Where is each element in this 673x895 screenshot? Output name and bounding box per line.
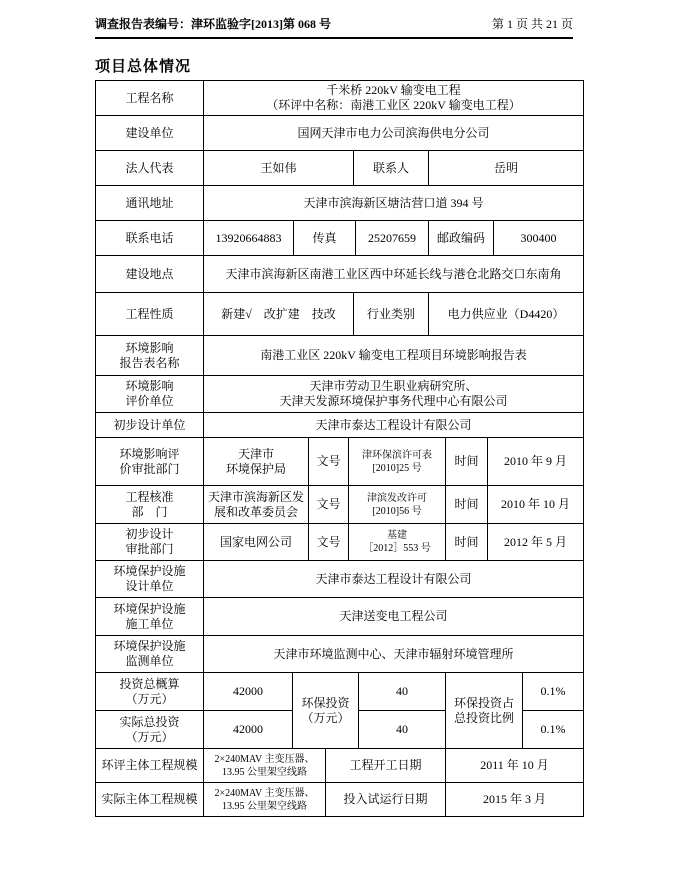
- ep-construct-unit-label-line1: 环境保护设施: [113, 601, 186, 616]
- table-row: [96, 376, 583, 413]
- section-title: 项目总体情况: [95, 59, 192, 75]
- actual-scale-value-line2: 13.95 公里架空线路: [222, 800, 307, 812]
- ep-invest-label-line2: （万元）: [301, 710, 350, 725]
- ep-monitor-unit-label-line1: 环境保护设施: [113, 639, 186, 653]
- address-label: 通讯地址: [96, 186, 204, 220]
- table-row: [96, 438, 583, 486]
- design-approval-label-line1: 初步设计: [125, 527, 174, 541]
- invest-actual-label-line2: （万元）: [125, 729, 174, 744]
- project-approval-time-value: 2010 年 10 月: [500, 497, 570, 511]
- ep-construct-unit-value: 天津送变电工程公司: [339, 609, 448, 623]
- industry-value: 电力供应业（D4420）: [447, 306, 565, 321]
- header-divider: [95, 37, 573, 39]
- table-row: [96, 486, 583, 524]
- ep-invest-budget-value: 40: [359, 673, 445, 711]
- invest-budget-value: 42000: [204, 673, 292, 711]
- project-approval-doc-line1: 津滨发改许可: [367, 492, 427, 504]
- ep-ratio-value-stack: [523, 673, 583, 748]
- invest-budget-label-line2: （万元）: [125, 691, 174, 706]
- trial-date-label: 投入试运行日期: [326, 783, 446, 816]
- project-approval-doc-value: [349, 486, 446, 523]
- design-approval-label-line2: 审批部门: [125, 542, 174, 556]
- eia-approval-doc-label: 文号: [309, 438, 349, 485]
- report-number: 调查报告表编号：津环监验字[2013]第 068 号: [95, 17, 331, 31]
- investment-rows: [96, 673, 583, 749]
- trial-date-value: 2015 年 3 月: [482, 792, 546, 806]
- table-row: [96, 186, 583, 221]
- design-approval-time-label: 时间: [446, 524, 488, 560]
- ep-design-unit-label: [96, 561, 204, 597]
- fax-label: 传真: [294, 221, 356, 255]
- prelim-design-unit-label: 初步设计单位: [96, 413, 204, 437]
- invest-actual-label: [96, 711, 203, 748]
- phone-label: 联系电话: [96, 221, 204, 255]
- construction-unit-label: 建设单位: [96, 116, 204, 150]
- ep-invest-label-line1: 环保投资: [301, 695, 350, 710]
- ep-construct-unit-label: [96, 598, 204, 635]
- project-approval-dept: [204, 486, 309, 523]
- invest-actual-label-line1: 实际总投资: [119, 714, 180, 729]
- table-row: [96, 221, 583, 256]
- project-overview-table: [95, 80, 584, 817]
- eia-unit-value-line1: 天津市劳动卫生职业病研究所、: [309, 379, 478, 393]
- design-approval-doc-line2: ［2012］553 号: [363, 543, 431, 554]
- project-approval-label: [96, 486, 204, 523]
- design-approval-dept: 国家电网公司: [204, 524, 309, 560]
- ep-design-unit-label-line2: 设计单位: [125, 579, 174, 593]
- eia-approval-time-label: 时间: [446, 438, 488, 485]
- eia-unit-label-line1: 环境影响: [125, 379, 174, 393]
- project-approval-time-label: 时间: [446, 486, 488, 523]
- table-row: [96, 151, 583, 186]
- project-name-value: [204, 81, 583, 115]
- ep-monitor-unit-value: 天津市环境监测中心、天津市辐射环境管理所: [273, 646, 514, 661]
- design-approval-doc-label: 文号: [309, 524, 349, 560]
- invest-budget-label-line1: 投资总概算: [119, 676, 180, 691]
- start-date-label: 工程开工日期: [326, 749, 446, 782]
- project-approval-label-line1: 工程核准: [125, 489, 174, 504]
- ep-ratio-label: [446, 673, 523, 748]
- address-value: 天津市滨海新区塘沽营口道 394 号: [303, 195, 484, 210]
- ep-design-unit-label-line1: 环境保护设施: [113, 564, 186, 578]
- ep-ratio-label-line1: 环保投资占: [453, 695, 514, 710]
- table-row: [96, 293, 583, 336]
- ep-monitor-unit-label: [96, 636, 204, 672]
- eia-approval-time-value: 2010 年 9 月: [503, 454, 567, 468]
- contact-label: 联系人: [354, 151, 429, 185]
- project-name-line2: （环评中名称：南港工业区 220kV 输变电工程）: [266, 98, 521, 112]
- ep-ratio-actual-value: 0.1%: [540, 722, 566, 736]
- ep-monitor-unit-label-line2: 监测单位: [125, 654, 174, 668]
- eia-report-value: 南港工业区 220kV 输变电工程项目环境影响报告表: [260, 348, 527, 362]
- design-approval-doc-line1: 基建: [387, 530, 407, 541]
- actual-scale-label: 实际主体工程规模: [96, 783, 204, 816]
- invest-actual-value: 42000: [233, 722, 263, 736]
- table-row: [96, 413, 583, 438]
- eia-report-label-line1: 环境影响: [125, 340, 174, 355]
- ep-ratio-budget-value: 0.1%: [523, 673, 583, 711]
- actual-scale-value: [204, 783, 326, 816]
- project-approval-label-line2: 部 门: [131, 504, 168, 519]
- contact-value: 岳明: [493, 160, 518, 175]
- eia-approval-doc-line2: [2010]25 号: [372, 462, 422, 474]
- eia-unit-value-line2: 天津天发源环境保护事务代理中心有限公司: [279, 394, 508, 408]
- eia-approval-doc-line1: 津环保滨许可表: [362, 449, 432, 461]
- design-approval-label: [96, 524, 204, 560]
- project-approval-doc-line2: [2010]56 号: [372, 505, 422, 517]
- prelim-design-unit-value: 天津市泰达工程设计有限公司: [315, 417, 472, 432]
- project-name-line1: 千米桥 220kV 输变电工程: [326, 83, 461, 97]
- investment-value-stack: [204, 673, 293, 748]
- eia-report-label: [96, 336, 204, 375]
- eia-approval-doc-value: [349, 438, 446, 485]
- design-approval-time-value: 2012 年 5 月: [503, 534, 567, 549]
- industry-label: 行业类别: [354, 293, 429, 335]
- site-label: 建设地点: [96, 256, 204, 292]
- eia-unit-value: [204, 376, 583, 412]
- project-approval-doc-label: 文号: [309, 486, 349, 523]
- table-row: [96, 256, 583, 293]
- phone-value: 13920664883: [204, 221, 294, 255]
- ep-design-unit-value: 天津市泰达工程设计有限公司: [315, 571, 472, 586]
- postal-label: 邮政编码: [429, 221, 494, 255]
- legal-rep-value: 王如伟: [204, 151, 354, 185]
- table-row: [96, 116, 583, 151]
- eia-unit-label: [96, 376, 204, 412]
- eia-unit-label-line2: 评价单位: [125, 394, 174, 408]
- ep-invest-value-stack: [359, 673, 446, 748]
- table-row: [96, 598, 583, 636]
- design-approval-doc-value: [349, 524, 446, 560]
- eia-approval-dept-line2: 环境保护局: [225, 461, 286, 476]
- ep-ratio-label-line2: 总投资比例: [453, 710, 514, 725]
- eia-scale-value-line1: 2×240MAV 主变压器、: [214, 753, 315, 765]
- table-row: [96, 636, 583, 673]
- eia-report-label-line2: 报告表名称: [119, 355, 180, 370]
- eia-scale-label: 环评主体工程规模: [96, 749, 204, 782]
- page-indicator: 第 1 页 共 21 页: [491, 17, 573, 31]
- invest-budget-label: [96, 673, 203, 711]
- eia-approval-label: [96, 438, 204, 485]
- eia-approval-dept-line1: 天津市: [237, 446, 274, 461]
- table-row: [96, 783, 583, 816]
- ep-construct-unit-label-line2: 施工单位: [125, 616, 174, 631]
- project-approval-dept-line2: 展和改革委员会: [213, 504, 298, 519]
- start-date-value: 2011 年 10 月: [480, 758, 549, 772]
- nature-label: 工程性质: [96, 293, 204, 335]
- ep-invest-actual-value: 40: [396, 722, 408, 736]
- page-header: [95, 17, 573, 31]
- investment-label-stack: [96, 673, 204, 748]
- table-row: [96, 749, 583, 783]
- site-value: 天津市滨海新区南港工业区西中环延长线与港仓北路交口东南角: [225, 266, 562, 281]
- fax-value: 25207659: [356, 221, 429, 255]
- ep-invest-label: [293, 673, 359, 748]
- table-row: [96, 524, 583, 561]
- table-row: [96, 81, 583, 116]
- postal-value: 300400: [520, 230, 557, 245]
- eia-approval-label-line2: 价审批部门: [119, 461, 180, 476]
- nature-value: 新建√ 改扩建 技改: [204, 293, 354, 335]
- table-row: [96, 336, 583, 376]
- eia-approval-label-line1: 环境影响评: [119, 446, 180, 461]
- project-approval-dept-line1: 天津市滨海新区发: [207, 489, 304, 504]
- table-row: [96, 561, 583, 598]
- legal-rep-label: 法人代表: [96, 151, 204, 185]
- project-name-label: 工程名称: [96, 81, 204, 115]
- actual-scale-value-line1: 2×240MAV 主变压器、: [214, 787, 315, 799]
- construction-unit-value: 国网天津市电力公司滨海供电分公司: [297, 125, 490, 140]
- eia-scale-value: [204, 749, 326, 782]
- eia-scale-value-line2: 13.95 公里架空线路: [222, 766, 307, 778]
- eia-approval-dept: [204, 438, 309, 485]
